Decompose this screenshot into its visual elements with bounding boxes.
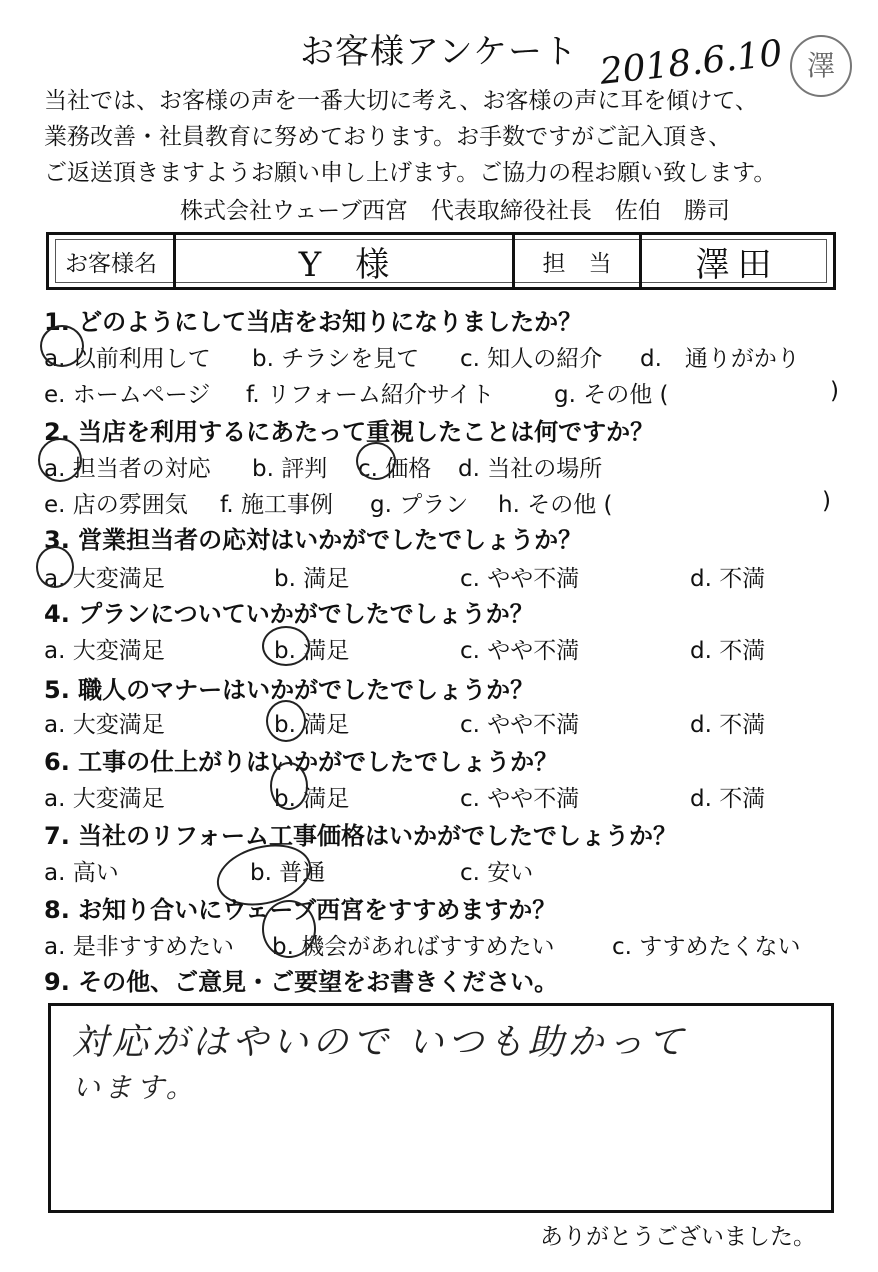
- q5-option-c[interactable]: c. やや不満: [460, 712, 580, 738]
- question-1: 1. どのようにして当店をお知りになりましたか？: [44, 308, 583, 336]
- question-3: 3. 営業担当者の応対はいかがでしたでしょうか？: [44, 526, 583, 554]
- q2-option-b[interactable]: b. 評判: [252, 456, 328, 482]
- q5-option-d[interactable]: d. 不満: [690, 712, 766, 738]
- q1-option-a[interactable]: a. 以前利用して: [44, 346, 211, 372]
- q2-option-f[interactable]: f. 施工事例: [220, 492, 334, 518]
- q1-close-paren: ): [830, 378, 839, 404]
- q2-option-d[interactable]: d. 当社の場所: [458, 456, 603, 482]
- q1-option-d[interactable]: d. 通りがかり: [640, 346, 800, 372]
- customer-info-table: [46, 232, 836, 290]
- comment-line-2: います。: [72, 1071, 198, 1104]
- q3-option-d[interactable]: d. 不満: [690, 566, 766, 592]
- q1-option-f[interactable]: f. リフォーム紹介サイト: [246, 382, 495, 408]
- q7-option-b[interactable]: b. 普通: [250, 860, 326, 886]
- q7-option-c[interactable]: c. 安い: [460, 860, 534, 886]
- staff-value: 澤田: [695, 244, 780, 285]
- q2-option-h[interactable]: h. その他 (: [498, 492, 613, 518]
- comment-line-1: 対応がはやいので いつも助かって: [72, 1022, 688, 1063]
- q4-option-c[interactable]: c. やや不満: [460, 638, 580, 664]
- q2-option-e[interactable]: e. 店の雰囲気: [44, 492, 188, 518]
- q5-option-b[interactable]: b. 満足: [274, 712, 350, 738]
- question-8: 8. お知り合いにウェーブ西宮をすすめますか？: [44, 896, 557, 924]
- customer-name-label: お客様名: [65, 250, 157, 277]
- q4-option-a[interactable]: a. 大変満足: [44, 638, 165, 664]
- q8-option-c[interactable]: c. すすめたくない: [612, 934, 801, 960]
- question-2: 2. 当店を利用するにあたって重視したことは何ですか？: [44, 418, 655, 446]
- q1-option-c[interactable]: c. 知人の紹介: [460, 346, 603, 372]
- q2-close-paren: ): [822, 488, 831, 514]
- q6-option-c[interactable]: c. やや不満: [460, 786, 580, 812]
- customer-name-value: Y 様: [298, 244, 390, 285]
- q6-option-d[interactable]: d. 不満: [690, 786, 766, 812]
- selection-circle: [38, 438, 82, 482]
- selection-circle: [356, 442, 396, 480]
- q2-option-g[interactable]: g. プラン: [370, 492, 469, 518]
- question-7: 7. 当社のリフォーム工事価格はいかがでしたでしょうか？: [44, 822, 677, 850]
- question-5: 5. 職人のマナーはいかがでしたでしょうか？: [44, 676, 535, 704]
- company-signature: 株式会社ウェーブ西宮 代表取締役社長 佐伯 勝司: [180, 198, 730, 224]
- page-title: お客様アンケート: [300, 32, 578, 72]
- q6-option-a[interactable]: a. 大変満足: [44, 786, 165, 812]
- q1-option-g[interactable]: g. その他 (: [554, 382, 669, 408]
- selection-circle: [36, 546, 74, 588]
- intro-line-1: 当社では、お客様の声を一番大切に考え、お客様の声に耳を傾けて、: [44, 88, 758, 114]
- thank-you-note: ありがとうございました。: [540, 1224, 816, 1250]
- q2-option-c[interactable]: c. 価格: [358, 456, 432, 482]
- staff-label: 担 当: [542, 250, 612, 277]
- q3-option-b[interactable]: b. 満足: [274, 566, 350, 592]
- selection-circle: [262, 900, 316, 958]
- selection-circle: [266, 700, 306, 742]
- q5-option-a[interactable]: a. 大変満足: [44, 712, 165, 738]
- q1-option-e[interactable]: e. ホームページ: [44, 382, 211, 408]
- q7-option-a[interactable]: a. 高い: [44, 860, 119, 886]
- q4-option-d[interactable]: d. 不満: [690, 638, 766, 664]
- q1-option-b[interactable]: b. チラシを見て: [252, 346, 420, 372]
- q3-option-c[interactable]: c. やや不満: [460, 566, 580, 592]
- question-9: 9. その他、ご意見・ご要望をお書きください。: [44, 968, 559, 996]
- q6-option-b[interactable]: b. 満足: [274, 786, 350, 812]
- q3-option-a[interactable]: a. 大変満足: [44, 566, 165, 592]
- intro-line-2: 業務改善・社員教育に努めております。お手数ですがご記入頂き、: [44, 124, 732, 150]
- q4-option-b[interactable]: b. 満足: [274, 638, 350, 664]
- selection-circle: [40, 325, 84, 367]
- handwritten-date: 2018.6.10: [597, 32, 785, 93]
- question-6: 6. 工事の仕上がりはいかがでしたでしょうか？: [44, 748, 559, 776]
- q8-option-b[interactable]: b. 機会があればすすめたい: [272, 934, 555, 960]
- seal-stamp: 澤: [790, 35, 852, 97]
- intro-line-3: ご返送頂きますようお願い申し上げます。ご協力の程お願い致します。: [44, 160, 777, 186]
- selection-circle: [262, 626, 310, 666]
- selection-circle: [270, 762, 308, 810]
- q2-option-a[interactable]: a. 担当者の対応: [44, 456, 211, 482]
- q8-option-a[interactable]: a. 是非すすめたい: [44, 934, 234, 960]
- question-4: 4. プランについていかがでしたでしょうか？: [44, 600, 534, 628]
